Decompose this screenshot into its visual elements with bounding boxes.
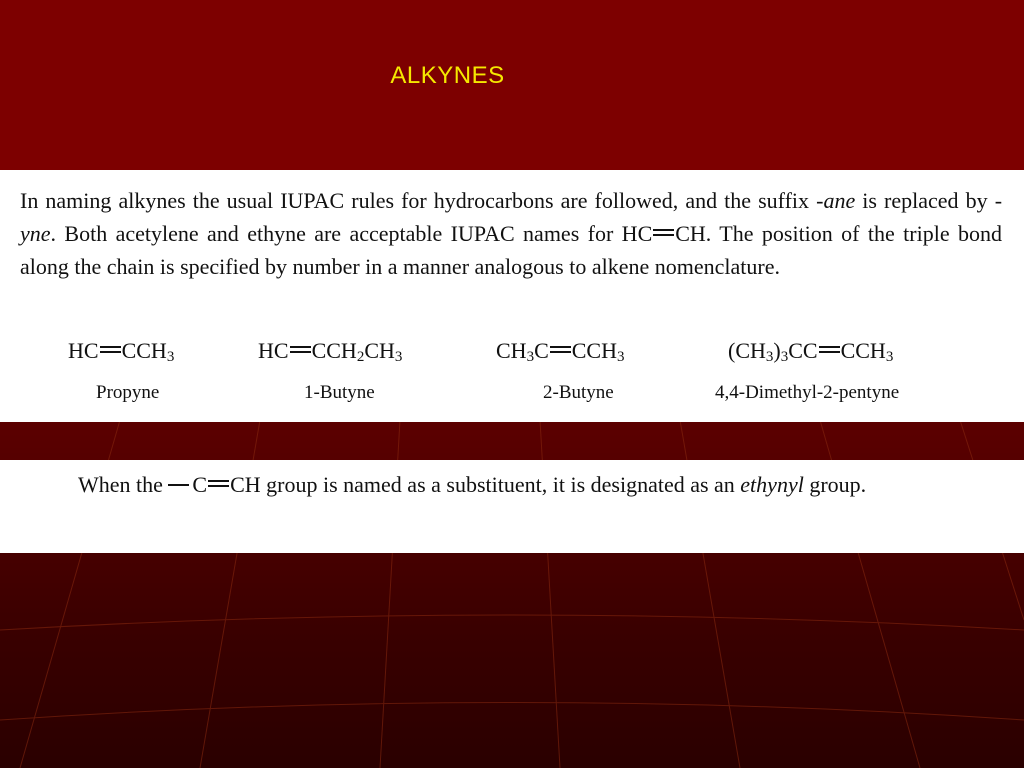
triple-bond-symbol: [653, 229, 674, 236]
substituent-paragraph: [12, 468, 1008, 502]
intro-text-2: is replaced by: [855, 188, 995, 213]
slide-title: ALKYNES: [390, 62, 505, 89]
example-formulas: [0, 338, 1024, 418]
substituent-text-2: group is named as a substituent, it is designated as an: [260, 472, 741, 497]
naming-rules-panel: [0, 170, 1024, 422]
compound-name: 1-Butyne: [304, 382, 375, 403]
triple-bond-symbol: [100, 346, 121, 353]
compound-name: 4,4-Dimethyl-2-pentyne: [715, 382, 900, 403]
formula-2-butyne: $CH_3C$ $CCH_3$: [496, 338, 625, 365]
substituent-panel: [0, 460, 1024, 553]
group-carbon: C: [192, 472, 208, 497]
triple-bond-symbol: [290, 346, 311, 353]
suffix-yne: -yne: [20, 188, 1003, 246]
triple-bond-symbol: [208, 480, 229, 487]
triple-bond-symbol: [550, 346, 571, 353]
compound-name: 2-Butyne: [543, 382, 614, 403]
intro-text-3: . Both acetylene and ethyne are acceptable IUPAC names for HC: [50, 221, 653, 246]
single-bond-symbol: [168, 484, 189, 486]
intro-paragraph: [20, 184, 1002, 283]
substituent-text-1: When the: [78, 472, 169, 497]
formula-1-butyne: HC $CCH_2CH_3$: [258, 338, 403, 365]
formula-dimethylpentyne: $(CH_3)_3CC$ $CCH_3$: [728, 338, 894, 365]
substituent-text-3: group.: [803, 472, 867, 497]
intro-text-4: CH. The position of the triple bond along the chain is specified by number in a manner analogous to alkene nomenclature.: [20, 221, 1002, 279]
suffix-ane: -ane: [816, 188, 856, 213]
compound-name: Propyne: [96, 382, 160, 403]
triple-bond-symbol: [819, 346, 840, 353]
group-ch: CH: [230, 472, 261, 497]
intro-text-1: In naming alkynes the usual IUPAC rules for hydrocarbons are followed, and the suffix: [20, 188, 817, 213]
ethynyl-term: ethynyl: [740, 472, 804, 497]
formula-propyne: HC $CCH_3$: [68, 338, 175, 365]
